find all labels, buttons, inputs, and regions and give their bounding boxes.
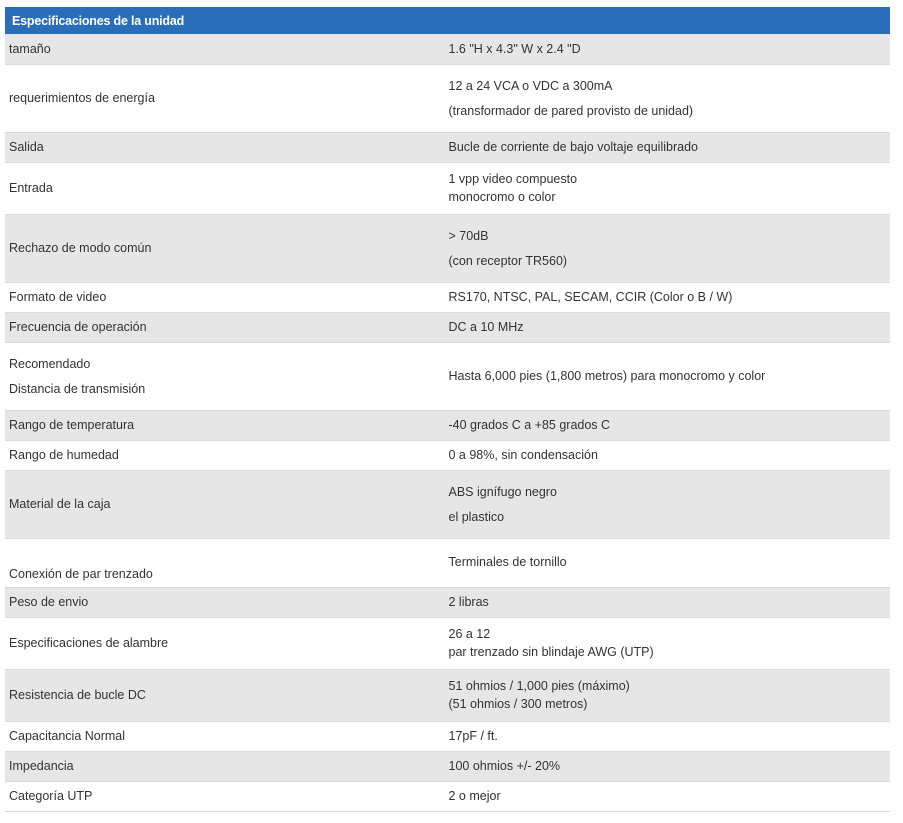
spec-label: Material de la caja — [5, 470, 448, 538]
spec-value: 2 libras — [448, 587, 891, 617]
table-row — [5, 162, 890, 214]
spec-label: tamaño — [5, 34, 448, 64]
spec-label: Rechazo de modo común — [5, 214, 448, 282]
spec-label: Resistencia de bucle DC — [5, 669, 448, 721]
spec-label: Impedancia — [5, 751, 448, 781]
table-row — [5, 282, 890, 312]
table-row — [5, 312, 890, 342]
spec-label: Especificaciones de alambre — [5, 617, 448, 669]
table-row — [5, 214, 890, 282]
spec-value: 26 a 12 par trenzado sin blindaje AWG (UTP) — [448, 617, 891, 669]
spec-value: ABS ignífugo negro el plastico — [448, 470, 891, 538]
table-row — [5, 751, 890, 781]
spec-label: Entrada — [5, 162, 448, 214]
spec-value: 1 vpp video compuesto monocromo o color — [448, 162, 891, 214]
spec-label: requerimientos de energía — [5, 64, 448, 132]
spec-label: Recomendado Distancia de transmisión — [5, 342, 448, 410]
table-row — [5, 342, 890, 410]
table-header-row — [5, 7, 890, 34]
spec-value: 100 ohmios +/- 20% — [448, 751, 891, 781]
spec-value: RS170, NTSC, PAL, SECAM, CCIR (Color o B / W) — [448, 282, 891, 312]
spec-value: 0 a 98%, sin condensación — [448, 440, 891, 470]
spec-value: 12 a 24 VCA o VDC a 300mA (transformador de pared provisto de unidad) — [448, 64, 891, 132]
spec-value: Bucle de corriente de bajo voltaje equilibrado — [448, 132, 891, 162]
table-row — [5, 538, 890, 587]
spec-label: Conexión de par trenzado — [5, 538, 448, 587]
spec-label: Rango de temperatura — [5, 410, 448, 440]
spec-value: > 70dB (con receptor TR560) — [448, 214, 891, 282]
table-row — [5, 587, 890, 617]
spec-label: Rango de humedad — [5, 440, 448, 470]
table-row — [5, 132, 890, 162]
table-header: Especificaciones de la unidad — [5, 7, 890, 34]
table-row — [5, 64, 890, 132]
spec-label: Frecuencia de operación — [5, 312, 448, 342]
table-row — [5, 617, 890, 669]
spec-value: DC a 10 MHz — [448, 312, 891, 342]
table-row — [5, 721, 890, 751]
table-row — [5, 440, 890, 470]
table-row — [5, 781, 890, 811]
spec-label: Capacitancia Normal — [5, 721, 448, 751]
spec-value: Hasta 6,000 pies (1,800 metros) para monocromo y color — [448, 342, 891, 410]
spec-value: 17pF / ft. — [448, 721, 891, 751]
spec-value: 51 ohmios / 1,000 pies (máximo) (51 ohmios / 300 metros) — [448, 669, 891, 721]
table-row — [5, 470, 890, 538]
table-row — [5, 34, 890, 64]
spec-value: 1.6 "H x 4.3" W x 2.4 "D — [448, 34, 891, 64]
spec-value: -40 grados C a +85 grados C — [448, 410, 891, 440]
spec-label: Formato de video — [5, 282, 448, 312]
spec-label: Peso de envio — [5, 587, 448, 617]
spec-label: Categoría UTP — [5, 781, 448, 811]
spec-value: Terminales de tornillo — [448, 538, 891, 587]
spec-value: 2 o mejor — [448, 781, 891, 811]
table-row — [5, 410, 890, 440]
table-row — [5, 669, 890, 721]
unit-specifications-table — [5, 7, 890, 812]
spec-label: Salida — [5, 132, 448, 162]
